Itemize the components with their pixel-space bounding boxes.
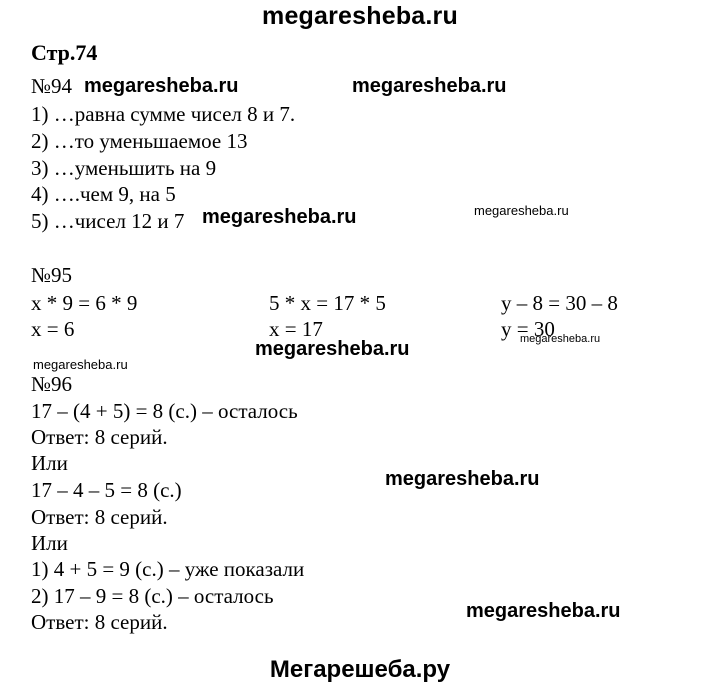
watermark: megaresheba.ru: [202, 206, 357, 228]
task95-eq1-line1: x * 9 = 6 * 9: [31, 291, 138, 315]
task95-eq3-line1: y – 8 = 30 – 8: [501, 291, 618, 315]
page-label: Стр.74: [31, 40, 98, 65]
watermark: megaresheba.ru: [255, 338, 410, 360]
task96-line-2: Ответ: 8 серий.: [31, 425, 168, 449]
task96-line-5: Ответ: 8 серий.: [31, 505, 168, 529]
task95-eq1-line2: x = 6: [31, 317, 75, 341]
task95-number: №95: [31, 263, 73, 287]
task96-line-6: Или: [31, 531, 68, 555]
footer-site-name: Мегарешеба.ру: [269, 656, 451, 683]
task94-line-5: 5) …чисел 12 и 7: [31, 209, 185, 233]
task96-line-1: 17 – (4 + 5) = 8 (с.) – осталось: [31, 399, 298, 423]
task94-number: №94: [31, 74, 73, 98]
watermark: megaresheba.ru: [385, 468, 540, 490]
task95-eq3-line2: y = 30: [501, 317, 555, 341]
task96-line-3: Или: [31, 451, 68, 475]
watermark: megaresheba.ru: [352, 75, 507, 97]
task94-line-1: 1) …равна сумме чисел 8 и 7.: [31, 102, 296, 126]
task96-line-8: 2) 17 – 9 = 8 (с.) – осталось: [31, 584, 274, 608]
watermark: megaresheba.ru: [520, 333, 601, 345]
watermark: megaresheba.ru: [466, 600, 621, 622]
task96-number: №96: [31, 372, 73, 396]
task95-eq2-line1: 5 * x = 17 * 5: [269, 291, 386, 315]
watermark: megaresheba.ru: [33, 357, 128, 372]
task96-line-9: Ответ: 8 серий.: [31, 610, 168, 634]
task96-line-4: 17 – 4 – 5 = 8 (с.): [31, 478, 182, 502]
watermark: megaresheba.ru: [84, 75, 239, 97]
task94-line-3: 3) …уменьшить на 9: [31, 156, 217, 180]
task94-line-4: 4) ….чем 9, на 5: [31, 182, 176, 206]
task94-line-2: 2) …то уменьшаемое 13: [31, 129, 248, 153]
task95-eq2-line2: x = 17: [269, 317, 323, 341]
task96-line-7: 1) 4 + 5 = 9 (с.) – уже показали: [31, 557, 305, 581]
header-site-name: megaresheba.ru: [262, 2, 458, 30]
watermark: megaresheba.ru: [474, 203, 569, 218]
